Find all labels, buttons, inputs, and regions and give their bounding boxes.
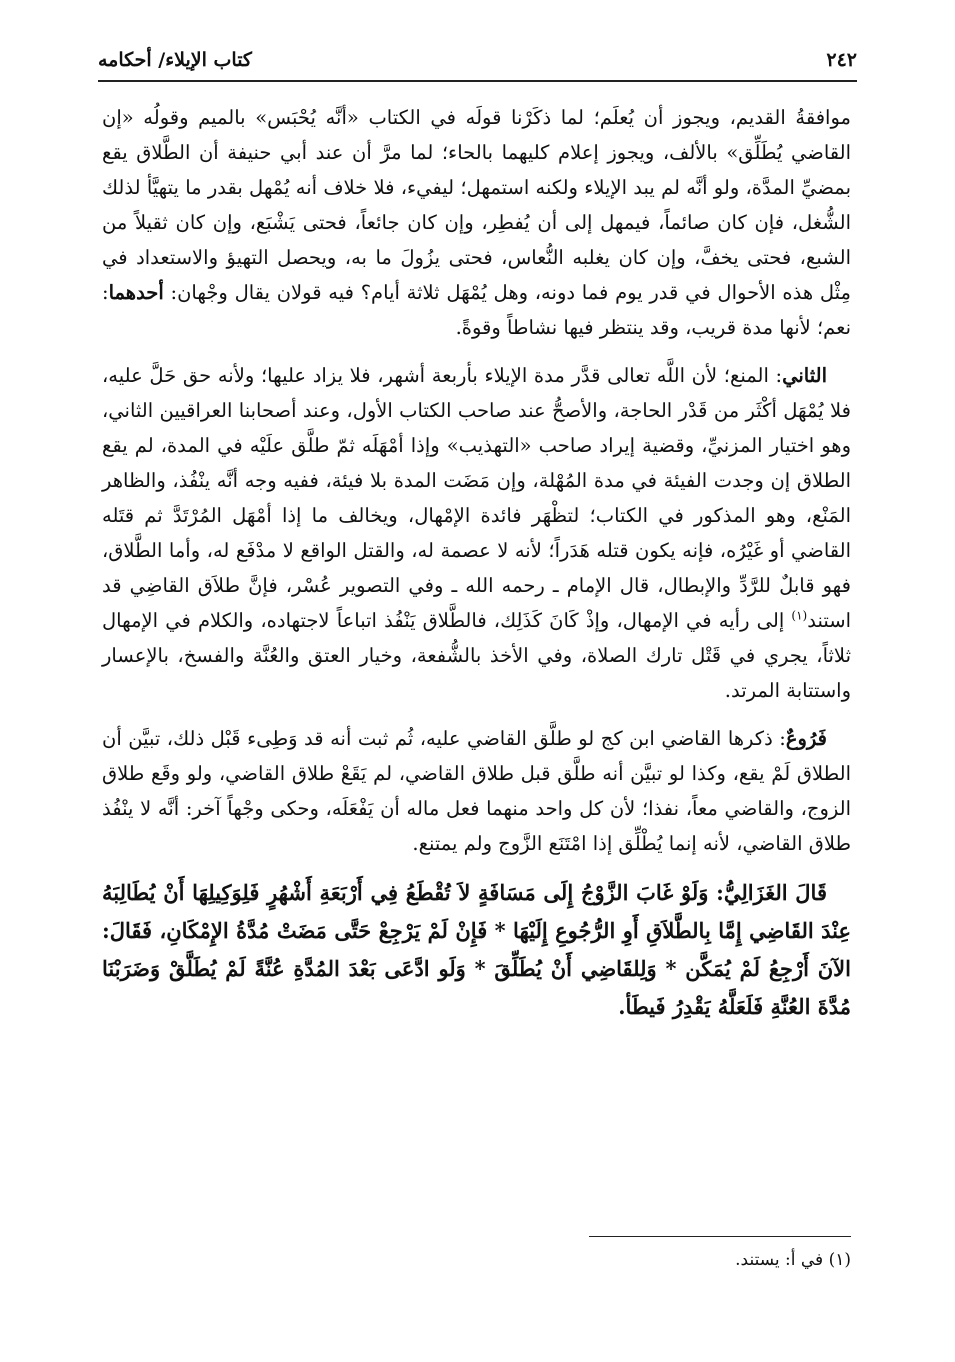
- page-number: ٢٤٢: [826, 49, 857, 71]
- paragraph-3-lead: فَرُوعٌ: [785, 727, 827, 750]
- page-header: [98, 40, 857, 80]
- paragraph-2-lead: الثاني: [782, 364, 827, 387]
- footnote-marker: (١): [828, 1250, 851, 1270]
- paragraph-2: [102, 358, 851, 708]
- paragraph-1: [102, 100, 851, 345]
- paragraph-3: [102, 721, 851, 861]
- paragraph-3-text: : ذكرها القاضي ابن كج لو طلَّق القاضي عليه، ثُم ثبت أنه قد وَطِىء قَبْل ذلك، تبيَّن أن الطلاق لَمْ يقع، وكذا لو تبيَّن أنه طلَّق قبل طلاق القاضي، لم يَقَعْ طلاق القاضي، ولو وقَع طلاق الزوج، والقاضي معاً، نفذا؛ لأن كل واحد منهما فعل ماله أن يَفْعَلَه، وحكى وجْهاً آخر: أنَّه لا ينْفُذ طلاق القاضي، لأنه إنما يُطْلِّق إذا امْتَنَع الزَّوج ولم يمتنع.: [102, 727, 851, 855]
- paragraph-4-text: : وَلَوْ غَابَ الزَّوْجُ إِلَى مَسَافَةٍ لاَ تُقْطَعُ فِي أَرْبَعَةِ أَشْهُرٍ فَلِوَكِيلِهَا أَنْ يُطَالِبَهُ عِنْدَ القَاضِي إِمَّا بِالطَّلاَقِ أَوِ الرُّجُوعِ إِلَيْهَا * فَإِنْ لَمْ يَرْجِعْ حَتَّى مَضَتْ مُدَّةُ الإِمْكَانِ، فَقَالَ: الآنَ أَرْجِعُ لَمْ يُمَكَّن * وَلِلقَاضِي أَنْ يُطَلِّقَ * وَلَو ادَّعَى بَعْدَ المُدَّةِ عُنَّةً لَمْ يُطَلَّقْ وَضَرَبْنَا مُدَّةَ العُنَّةِ فَلَعَلَّهُ يَقْدِرُ فَيطَأ.: [102, 880, 851, 1019]
- footnote: [104, 1246, 851, 1274]
- paragraph-4-lead: قَالَ الغَزَالِيُّ: [723, 880, 827, 905]
- header-rule: [98, 80, 857, 82]
- footnote-ref: (١): [791, 608, 808, 623]
- footnote-rule: [589, 1236, 851, 1237]
- footnote-text: في أ: يستند.: [735, 1250, 824, 1270]
- paragraph-1-text2: : نعم؛ لأنها مدة قريب، وقد ينتظر فيها نشاطاً وقوةً.: [102, 281, 851, 339]
- paragraph-4-matn: [102, 874, 851, 1026]
- paragraph-2-text2: إلى رأيه في الإمهال، وإذْ كَانَ كَذَلِك، فالطَّلاق يَنْفُذ اتباعاً لاجتهاده، والكلام في الإمهال ثلاثاً، يجري في قَتْل تارك الصلاة، وفي الأخذ بالشُّفعة، وخيار العتق والعُنَّة والفسخ، بالإعسار واستتابة المرتد.: [102, 609, 851, 702]
- paragraph-1-text: موافقةُ القديم، ويجوز أن يُعلَم؛ لما ذكَرْنا قولَه في الكتاب «أنَّه يُحْبَس» بالميم وقولُه «إن القاضي يُطَلِّق» بالألف، ويجوز إعلام كليهما بالحاء؛ لما مرَّ أن عند أبي حنيفة أن الطَّلاق يقع بمضيِّ المدَّة، ولو أنَّه لم يبد الإيلاء ولكنه استمهل؛ ليفيء، فلا خلاف أنه يُمْهل بقدر ما يتهيَّأ لذلك الشُّغل، فإن كان صائماً، فيمهل إلى أن يُفطِر، وإن كان جائعاً، فحتى يَشْبَع، وإن كان ثقيلاً من الشبع، فحتى يخفَّ، وإن كان يغلبه النُّعاس، فحتى يزُولَ ما به، ويحصل التهيؤ والاستعداد في مِثْل هذه الأحوال في قدر يوم فما دونه، وهل يُمْهَل ثلاثة أيام؟ فيه قولان يقال وجْهان:: [102, 106, 851, 304]
- running-title: كتاب الإيلاء/ أحكامه: [98, 49, 252, 71]
- paragraph-1-lead2: أحدهما: [108, 281, 164, 304]
- paragraph-2-text: : المنع؛ لأن اللَّه تعالى قدَّر مدة الإيلاء بأربعة أشهر، فلا يزاد عليها؛ ولأنه حق حَلَّ عليه، فلا يُمْهَل أكْثَر من قَدْر الحاجة، والأصحُّ عند صاحب الكتاب الأول، وعند أصحابنا العراقيين الثاني، وهو اختيار المزنيِّ، وقضية إيراد صاحب «التهذيب» وإذا أمْهَلَه ثمّ طلَّق علَيْه في المدة، لم يقع الطلاق إن وجدت الفيئة في مدة المُهْلة، وإن مَضَت المدة بلا فيئة، ففيه وجه أنَّه ينْفُذ، والظاهر المَنْع، وهو المذكور في الكتاب؛ لتظْهَر فائدة الإمْهال، ويخالف ما إذا أمْهَل المُرْتَدَّ ثم قتَله القاضي أو غَيْرُه، فإنه يكون قتله هَدَراً؛ لأنه لا عصمة له، والقتل الواقع لا مدْفَع له، وأما الطَّلاق، فهو قابلٌ للرَّدِّ والإبطال، قال الإمام ـ رحمه الله ـ وفي التصوير عُسْر، فإنَّ طلاَق القاضِي قد استند: [102, 364, 851, 632]
- body-text: [102, 100, 851, 1039]
